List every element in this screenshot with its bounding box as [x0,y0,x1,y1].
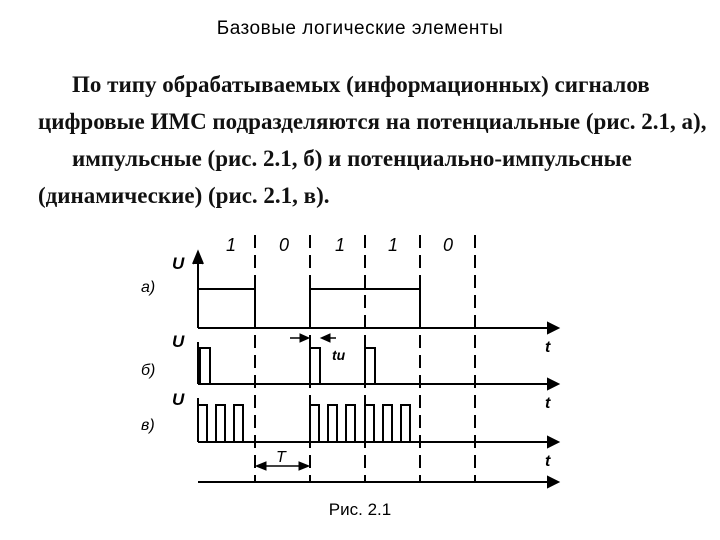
axis-label-u: U [172,332,185,351]
paragraph-line: (динамические) (рис. 2.1, в). [38,183,330,208]
bit-label: 1 [226,235,237,255]
bit-label: 1 [335,235,346,255]
t-axis-a-arrow [548,323,558,333]
u-axis-a-arrow [193,252,203,264]
potential-signal-waveform [198,289,420,328]
dynamic-signal-waveform [198,405,243,442]
pulse-signal-waveform [365,348,375,384]
period-marker-arrow [299,462,309,470]
t-axis-b-arrow [548,379,558,389]
row-label-c: в) [141,417,155,434]
pulse-signal-waveform [310,348,320,384]
axis-label-u: U [172,254,185,273]
pulse-width-marker-arrow [300,334,309,342]
dynamic-signal-waveform [365,405,410,442]
bit-label: 1 [388,235,399,255]
period-label: T [276,449,286,466]
axis-label-t: t [545,453,551,470]
axis-label-t: t [545,395,551,412]
row-label-a: а) [141,279,156,296]
pulse-width-label: tи [332,347,346,363]
t-axis-d-arrow [548,477,558,487]
paragraph-line: импульсные (рис. 2.1, б) и потенциально-импульсные [72,146,632,171]
slide-title: Базовые логические элементы [216,18,504,39]
bit-label: 0 [443,235,454,255]
bit-label: 0 [279,235,290,255]
t-axis-c-arrow [548,437,558,447]
axis-label-t: t [545,339,551,356]
axis-label-u: U [172,390,185,409]
paragraph-line: По типу обрабатываемых (информационных) сигналов [72,72,650,97]
pulse-signal-waveform [200,348,210,384]
pulse-width-marker-arrow [321,334,330,342]
period-marker-arrow [256,462,266,470]
paragraph-line: цифровые ИМС подразделяются на потенциальные (рис. 2.1, а), [38,109,707,134]
figure-caption: Рис. 2.1 [328,500,392,519]
row-label-b: б) [141,362,156,379]
dynamic-signal-waveform [310,405,355,442]
